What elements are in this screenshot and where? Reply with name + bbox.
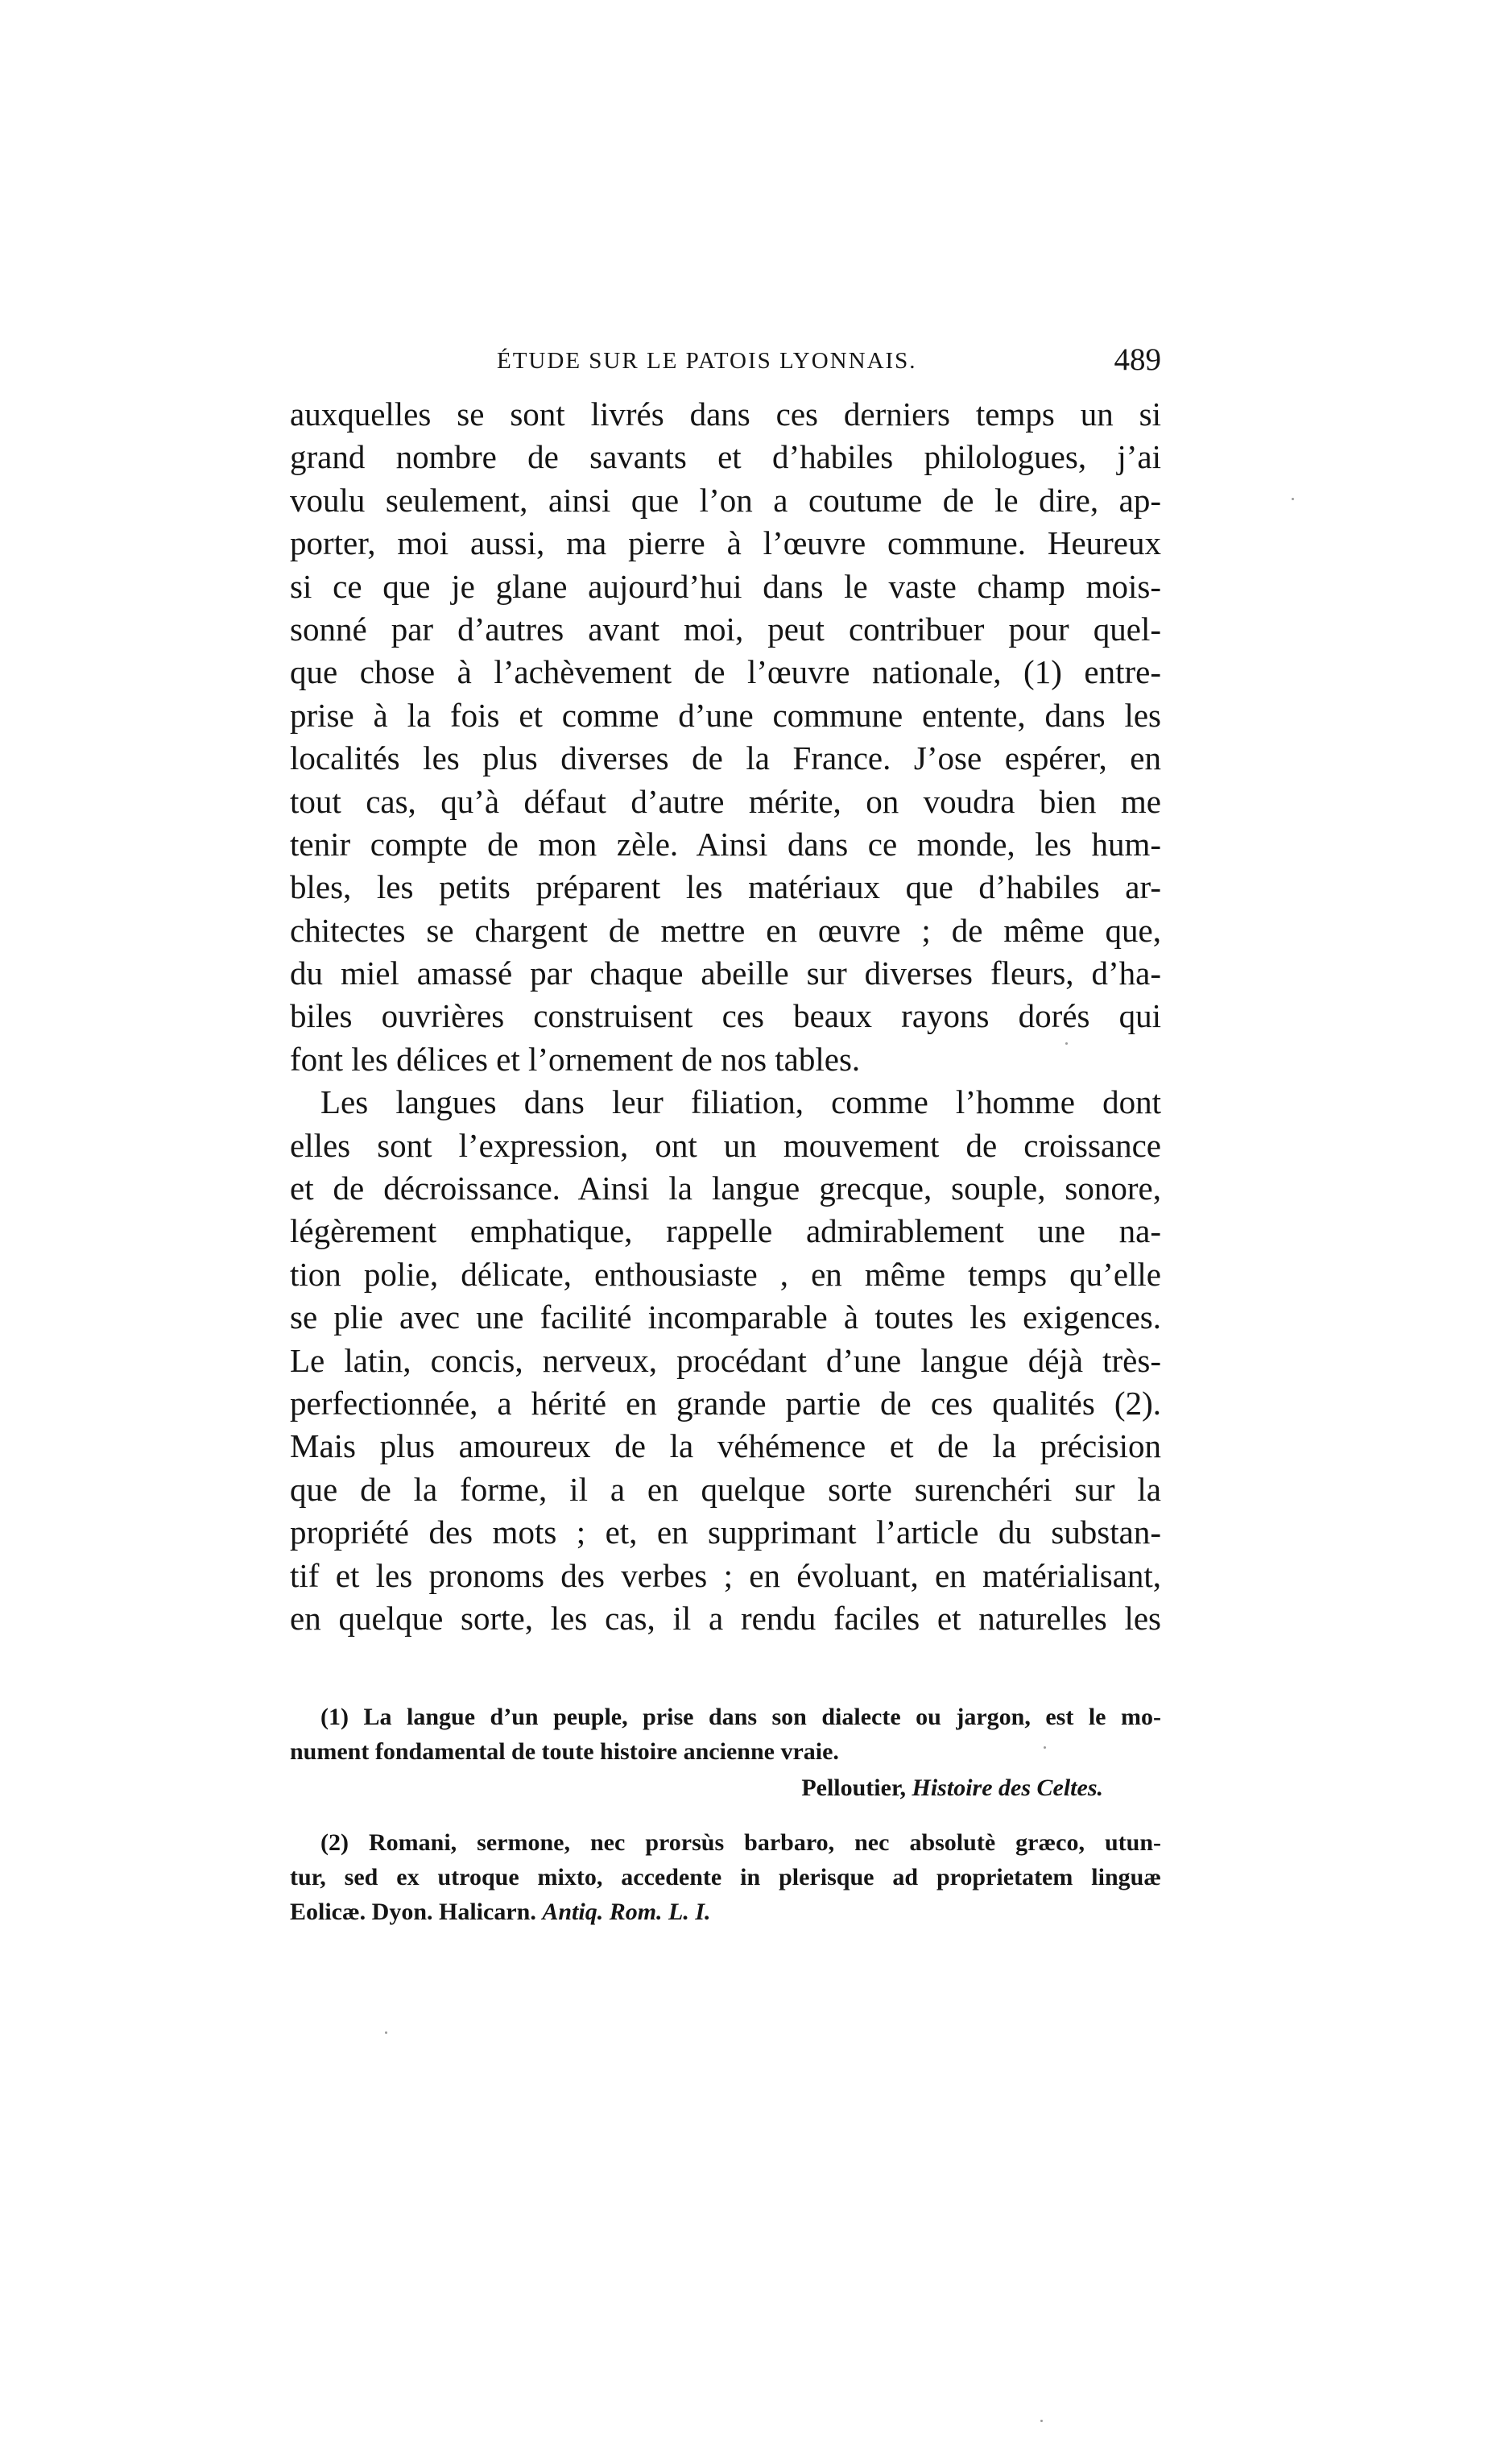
footnote-2 — [290, 1825, 1161, 1929]
footnote-line: (1) La langue d’un peuple, prise dans son dialecte ou jargon, est le mo- — [320, 1704, 1161, 1730]
paper-speck — [385, 2031, 387, 2034]
text-line: si ce que je glane aujourd’hui dans le vaste champ mois- — [290, 567, 1161, 605]
text-line: en quelque sorte, les cas, il a rendu faciles et naturelles les — [290, 1599, 1161, 1637]
running-title: ÉTUDE SUR LE PATOIS LYONNAIS. — [497, 348, 917, 374]
text-line: bles, les petits préparent les matériaux que d’habiles ar- — [290, 868, 1161, 906]
text-line: Les langues dans leur filiation, comme l’homme dont — [320, 1083, 1161, 1121]
text-line: chitectes se chargent de mettre en œuvre ; de même que, — [290, 911, 1161, 949]
footnote-reference: Antiq. Rom. L. I. — [542, 1899, 711, 1925]
footnote-line: nument fondamental de toute histoire ancienne vraie. — [290, 1738, 839, 1765]
text-line: auxquelles se sont livrés dans ces derniers temps un si — [290, 395, 1161, 433]
paper-speck — [1292, 498, 1294, 500]
text-line: tout cas, qu’à défaut d’autre mérite, on voudra bien me — [290, 782, 1161, 820]
text-line: biles ouvrières construisent ces beaux rayons dorés qui — [290, 997, 1161, 1035]
text-line: elles sont l’expression, ont un mouvement de croissance — [290, 1126, 1161, 1164]
citation-author: Pelloutier, — [801, 1774, 907, 1801]
text-line: se plie avec une facilité incomparable à toutes les exigences. — [290, 1298, 1161, 1336]
text-line: voulu seulement, ainsi que l’on a coutume de le dire, ap- — [290, 481, 1161, 519]
text-line: Mais plus amoureux de la véhémence et de la précision — [290, 1427, 1161, 1465]
paper-speck — [1044, 1746, 1046, 1749]
footnote-text: Eolicæ. Dyon. Halicarn. — [290, 1899, 536, 1925]
text-line: du miel amassé par chaque abeille sur diverses fleurs, d’ha- — [290, 955, 1161, 992]
text-line: propriété des mots ; et, en supprimant l’article du substan- — [290, 1514, 1161, 1551]
text-line: tif et les pronoms des verbes ; en évoluant, en matérialisant, — [290, 1556, 1161, 1594]
text-line: Le latin, concis, nerveux, procédant d’une langue déjà très- — [290, 1341, 1161, 1379]
text-line: et de décroissance. Ainsi la langue grecque, souple, sonore, — [290, 1170, 1161, 1207]
body-text — [290, 393, 1161, 1640]
text-line: font les délices et l’ornement de nos tables. — [290, 1040, 861, 1078]
paper-speck — [1065, 1042, 1068, 1045]
text-line: grand nombre de savants et d’habiles philologues, j’ai — [290, 438, 1161, 476]
text-line: tenir compte de mon zèle. Ainsi dans ce monde, les hum- — [290, 825, 1161, 863]
page-header — [290, 342, 1161, 385]
text-line: tion polie, délicate, enthousiaste , en même temps qu’elle — [290, 1255, 1161, 1293]
text-line: que de la forme, il a en quelque sorte surenchéri sur la — [290, 1470, 1161, 1508]
text-line: prise à la fois et comme d’une commune entente, dans les — [290, 696, 1161, 734]
text-line: légèrement emphatique, rappelle admirablement une na- — [290, 1212, 1161, 1250]
text-line: localités les plus diverses de la France. J’ose espérer, en — [290, 739, 1161, 777]
footnote-citation — [290, 1769, 1161, 1808]
footnote-1 — [290, 1700, 1161, 1808]
page-number: 489 — [1114, 342, 1161, 377]
citation-work: Histoire des Celtes. — [912, 1774, 1103, 1801]
text-line: sonné par d’autres avant moi, peut contribuer pour quel- — [290, 610, 1161, 648]
footnote-line: (2) Romani, sermone, nec prorsùs barbaro, nec absolutè græco, utun- — [320, 1829, 1161, 1856]
footnote-line — [290, 1895, 1161, 1929]
footnotes — [290, 1700, 1161, 1929]
text-line: porter, moi aussi, ma pierre à l’œuvre commune. Heureux — [290, 524, 1161, 562]
text-line: perfectionnée, a hérité en grande partie de ces qualités (2). — [290, 1384, 1161, 1422]
footnote-line: tur, sed ex utroque mixto, accedente in plerisque ad proprietatem linguæ — [290, 1864, 1161, 1890]
text-line: que chose à l’achèvement de l’œuvre nationale, (1) entre- — [290, 653, 1161, 691]
paper-speck — [1040, 2420, 1043, 2422]
